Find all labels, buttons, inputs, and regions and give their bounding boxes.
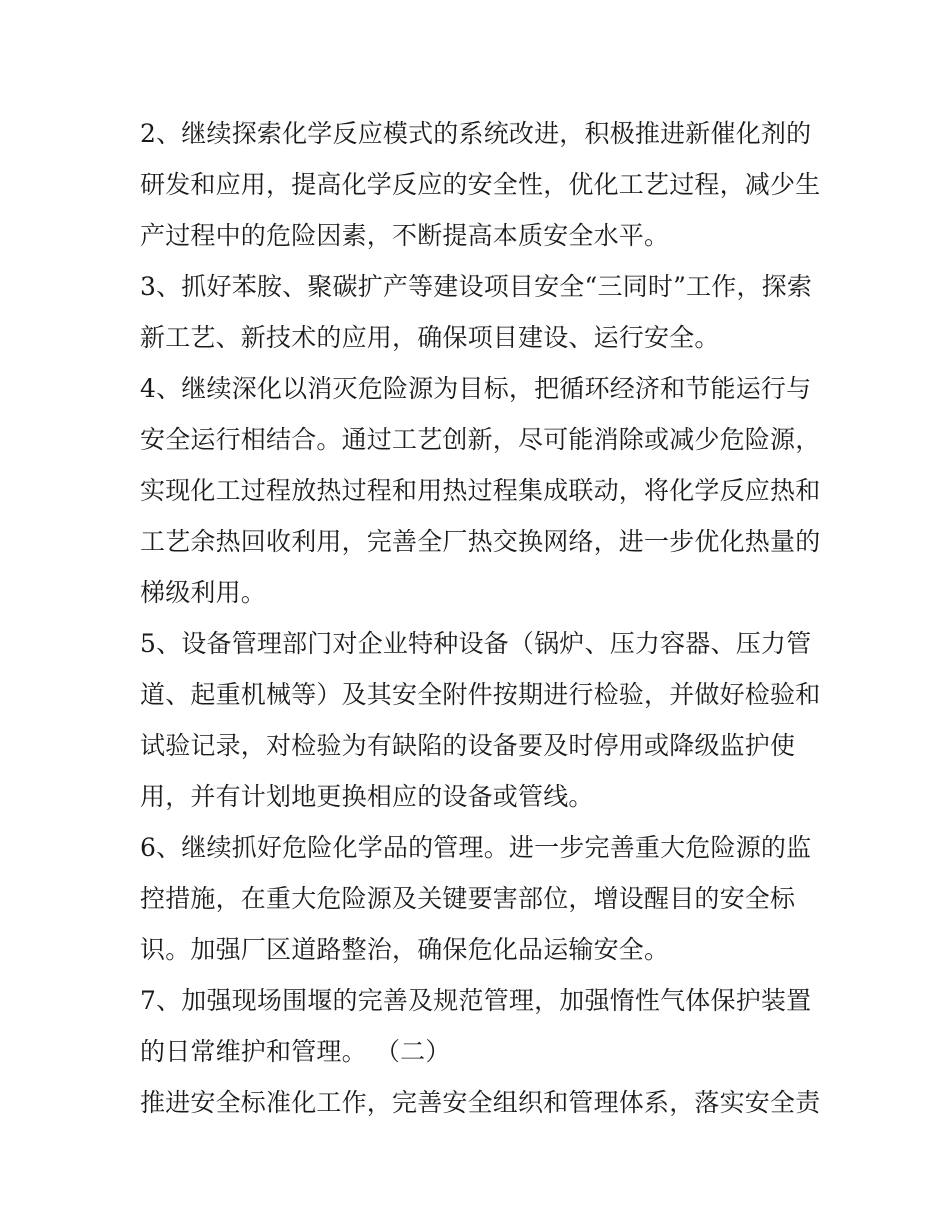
text-line: 的日常维护和管理。 （二）	[140, 1037, 451, 1066]
text-line: 新工艺、新技术的应用，确保项目建设、运行安全。	[140, 323, 720, 352]
text-line: 试验记录，对检验为有缺陷的设备要及时停用或降级监护使	[140, 731, 796, 760]
text-line: 梯级利用。	[140, 578, 267, 607]
text-line: 研发和应用，提高化学反应的安全性，优化工艺过程，减少生	[140, 170, 821, 199]
text-line: 识。加强厂区道路整治，确保危化品运输安全。	[140, 935, 670, 964]
text-line: 道、起重机械等）及其安全附件按期进行检验，并做好检验和	[140, 680, 821, 709]
text-line: 5、设备管理部门对企业特种设备（锅炉、压力容器、压力管	[140, 629, 812, 658]
text-line: 4、继续深化以消灭危险源为目标，把循环经济和节能运行与	[140, 374, 812, 403]
text-line: 推进安全标准化工作，完善安全组织和管理体系，落实安全责	[140, 1088, 821, 1117]
text-line: 2、继续探索化学反应模式的系统改进，积极推进新催化剂的	[140, 119, 812, 148]
text-line: 6、继续抓好危险化学品的管理。进一步完善重大危险源的监	[140, 833, 812, 862]
text-line: 用，并有计划地更换相应的设备或管线。	[140, 782, 594, 811]
text-line: 安全运行相结合。通过工艺创新，尽可能消除或减少危险源，	[140, 425, 821, 454]
text-line: 7、加强现场围堰的完善及规范管理，加强惰性气体保护装置	[140, 986, 812, 1015]
text-line: 控措施，在重大危险源及关键要害部位，增设醒目的安全标	[140, 884, 796, 913]
document-body	[140, 108, 820, 1128]
text-line: 工艺余热回收利用，完善全厂热交换网络，进一步优化热量的	[140, 527, 821, 556]
text-line: 产过程中的危险因素，不断提高本质安全水平。	[140, 221, 670, 250]
text-line: 3、抓好苯胺、聚碳扩产等建设项目安全“三同时”工作，探索	[140, 272, 813, 301]
text-line: 实现化工过程放热过程和用热过程集成联动，将化学反应热和	[140, 476, 821, 505]
